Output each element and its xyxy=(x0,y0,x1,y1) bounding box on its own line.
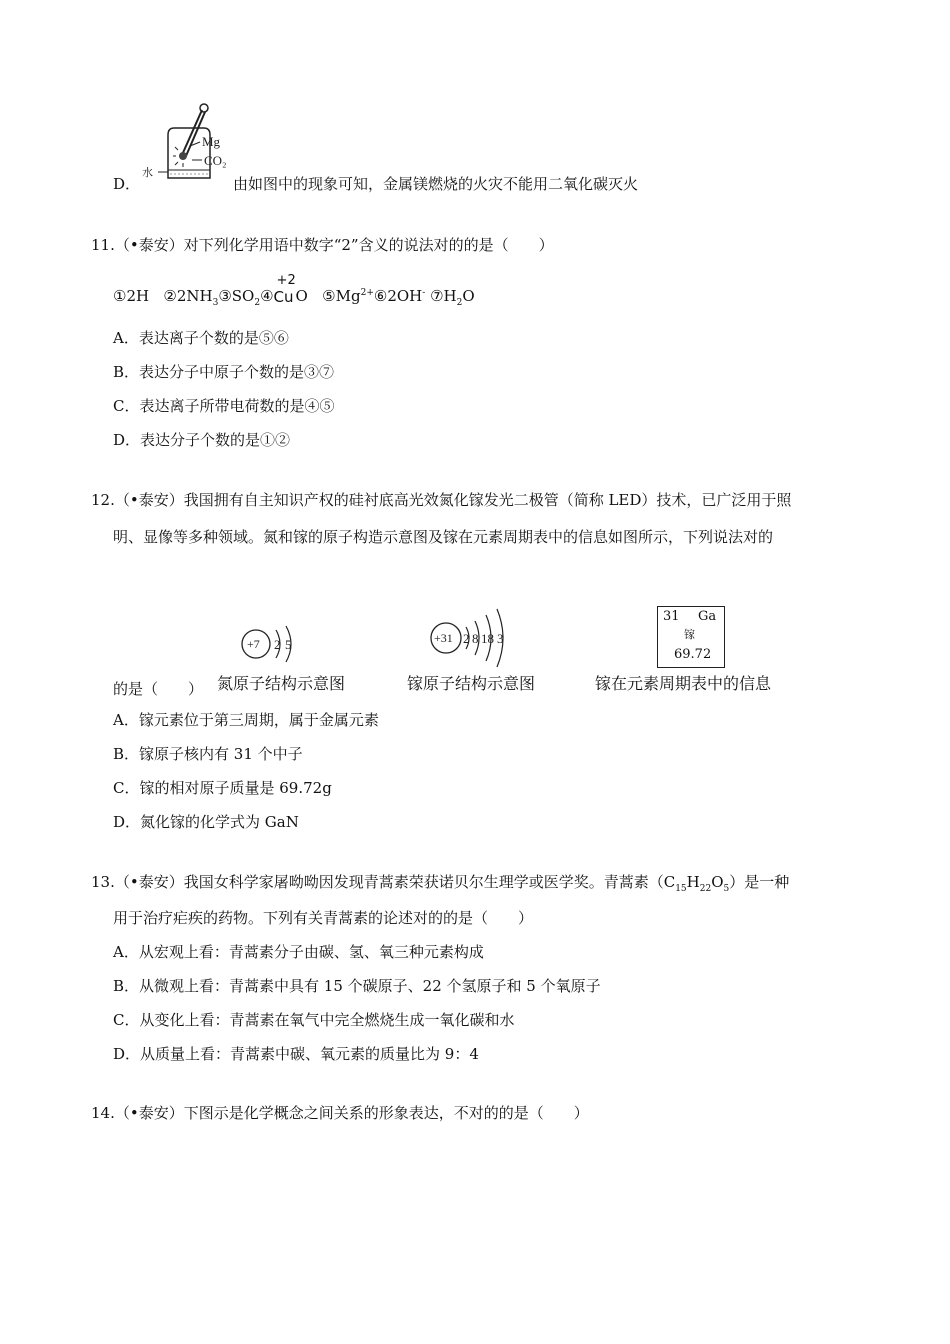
q14-stem: 14.（•泰安）下图示是化学概念之间关系的形象表达，不对的的是（ ） xyxy=(91,1104,589,1122)
ga-shell-1: 2 xyxy=(463,631,470,646)
q12-stem-line3: 的是（ ） xyxy=(113,680,204,698)
q12-option-d: D．氮化镓的化学式为 GaN xyxy=(113,813,299,831)
q11-symbols xyxy=(113,273,475,313)
pt-atomic-mass: 69.72 xyxy=(674,647,712,662)
mg-label: Mg xyxy=(202,134,221,149)
nitrogen-atom-diagram xyxy=(238,620,308,668)
n-shell-1: 2 xyxy=(274,637,281,652)
gallium-atom-diagram xyxy=(428,605,513,675)
n-nucleus: +7 xyxy=(247,637,260,651)
mg-combustion-figure xyxy=(140,100,240,185)
co2-label: CO₂ xyxy=(204,153,227,168)
q13-stem-line1: 13.（•泰安）我国女科学家屠呦呦因发现青蒿素荣获诺贝尔生理学或医学奖。青蒿素$(C_{15}H_{22}O_5)$是一种 xyxy=(91,873,790,894)
symbol-3: $③SO_2$ xyxy=(218,287,261,308)
q11-option-a: A．表达离子个数的是⑤⑥ xyxy=(113,329,289,347)
q13-option-b: B．从微观上看：青蒿素中具有 15 个碳原子、22 个氢原子和 5 个氧原子 xyxy=(113,977,601,995)
pt-symbol: Ga xyxy=(698,609,717,624)
ga-shell-2: 8 xyxy=(472,631,479,646)
q13-option-c: C．从变化上看：青蒿素在氧气中完全燃烧生成一氧化碳和水 xyxy=(113,1011,515,1029)
copper-charge: +2 xyxy=(276,273,296,288)
water-label: 水 xyxy=(142,166,153,179)
q11-option-d: D．表达分子个数的是①② xyxy=(113,431,291,449)
ga-nucleus: +31 xyxy=(434,631,453,645)
q11-option-b: B．表达分子中原子个数的是③⑦ xyxy=(113,363,335,381)
q12-stem-line1: 12.（•泰安）我国拥有自主知识产权的硅衬底高光效氮化镓发光二极管（简称 LED）技术，已广泛用于照 xyxy=(91,491,792,509)
copper-symbol: Cu xyxy=(273,288,294,306)
q12-option-c: C．镓的相对原子质量是 69.72g xyxy=(113,779,332,797)
q11-stem: 11.（•泰安）对下列化学用语中数字“2”含义的说法对的的是（ ） xyxy=(91,236,554,254)
q13-option-d: D．从质量上看：青蒿素中碳、氧元素的质量比为 9：4 xyxy=(113,1045,479,1063)
symbol-5: $⑤Mg^{2+}$ xyxy=(322,287,374,305)
q11-option-c: C．表达离子所带电荷数的是④⑤ xyxy=(113,397,335,415)
q13-stem-line2: 用于治疗疟疾的药物。下列有关青蒿素的论述对的的是（ ） xyxy=(113,909,534,927)
nitrogen-caption: 氮原子结构示意图 xyxy=(217,674,346,693)
symbol-1: ①2H xyxy=(113,287,150,305)
periodic-caption: 镓在元素周期表中的信息 xyxy=(595,674,772,693)
pt-atomic-number: 31 xyxy=(663,609,680,624)
gallium-caption: 镓原子结构示意图 xyxy=(407,674,536,693)
q13-option-a: A．从宏观上看：青蒿素分子由碳、氢、氧三种元素构成 xyxy=(113,943,484,961)
symbol-2: $②2NH_3$ xyxy=(163,287,219,308)
q10-option-d-text: 由如图中的现象可知，金属镁燃烧的火灾不能用二氧化碳灭火 xyxy=(233,175,639,193)
symbol-7: $⑦H_2O$ xyxy=(430,287,475,308)
pt-name: 镓 xyxy=(684,628,695,641)
ga-shell-3: 18 xyxy=(481,631,494,646)
symbol-4: ④ +2 Cu O xyxy=(260,273,308,306)
n-shell-2: 5 xyxy=(285,637,292,652)
periodic-table-cell xyxy=(657,606,725,668)
q12-stem-line2: 明、显像等多种领域。氮和镓的原子构造示意图及镓在元素周期表中的信息如图所示，下列说法对的 xyxy=(113,528,774,546)
ga-shell-4: 3 xyxy=(497,631,504,646)
q12-option-a: A．镓元素位于第三周期，属于金属元素 xyxy=(113,711,379,729)
q12-option-b: B．镓原子核内有 31 个中子 xyxy=(113,745,303,763)
symbol-6: ⑥2OH- xyxy=(373,287,426,305)
q10-option-d-letter: D． xyxy=(113,175,141,193)
